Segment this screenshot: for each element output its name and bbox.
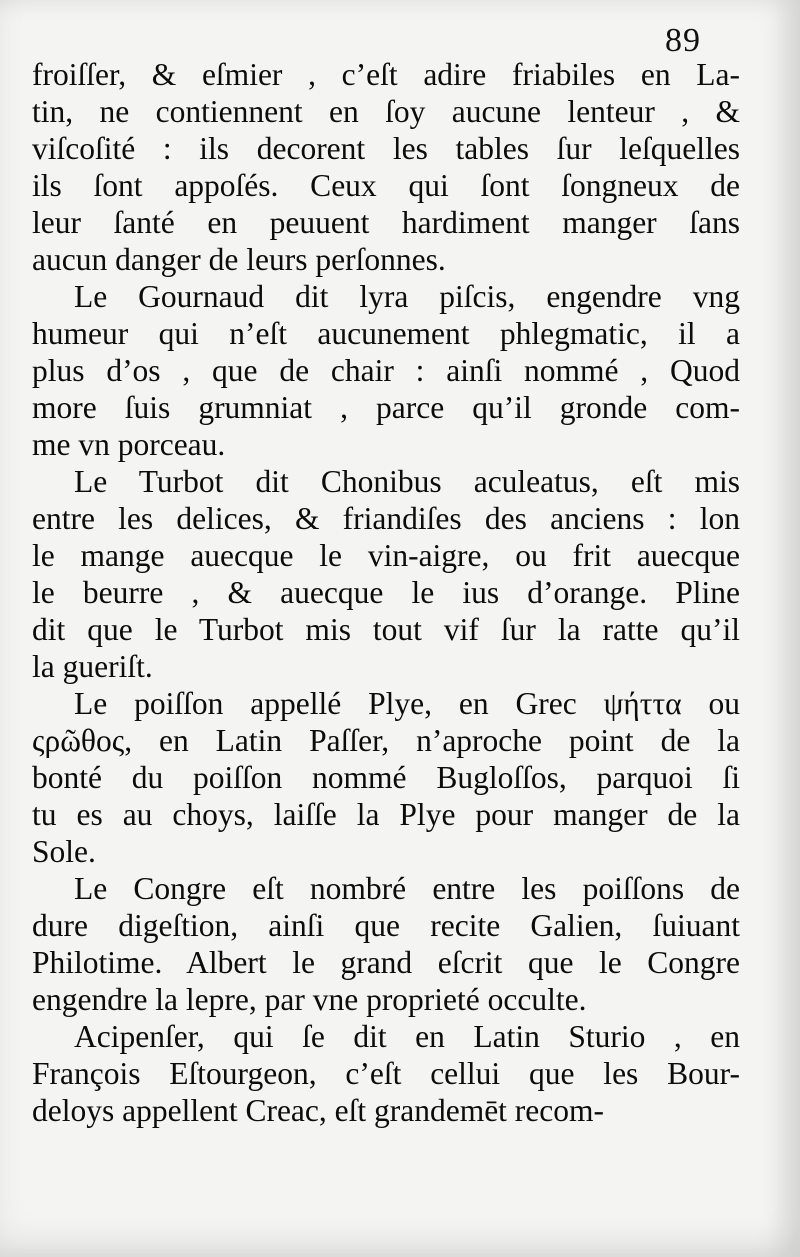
text-line: leur ſanté en peuuent hardiment manger ſans (32, 205, 740, 240)
text-line: deloys appellent Creac, eſt grandemēt recom- (32, 1093, 604, 1128)
paragraph (32, 1018, 740, 1129)
text-line: Philotime. Albert le grand eſcrit que le Congre (32, 945, 740, 980)
paragraph (32, 56, 740, 278)
text-line: Le Turbot dit Chonibus aculeatus, eſt mis (74, 464, 740, 499)
paragraph (32, 870, 740, 1018)
text-line: Le poiſſon appellé Plye, en Grec ψήττα ou (74, 686, 740, 721)
text-line: François Eſtourgeon, c’eſt cellui que les Bour- (32, 1056, 740, 1091)
text-line: le mange auecque le vin-aigre, ou frit auecque (32, 538, 740, 573)
body-text (32, 56, 740, 1129)
text-line: la gueriſt. (32, 649, 153, 684)
page-number: 89 (665, 22, 701, 59)
text-line: dure digeſtion, ainſi que recite Galien, ſuiuant (32, 908, 740, 943)
text-line: tin, ne contiennent en ſoy aucune lenteur , & (32, 94, 740, 129)
text-line: entre les delices, & friandiſes des anciens : lon (32, 501, 740, 536)
text-line: engendre la lepre, par vne proprieté occulte. (32, 982, 587, 1017)
text-line: ils ſont appoſés. Ceux qui ſont ſongneux de (32, 168, 740, 203)
text-line: Sole. (32, 834, 96, 869)
text-line: ςρῶθος, en Latin Paſſer, n’aproche point de la (32, 723, 740, 758)
text-line: Le Gournaud dit lyra piſcis, engendre vng (74, 279, 740, 314)
text-line: aucun danger de leurs perſonnes. (32, 242, 446, 277)
text-line: more ſuis grumniat , parce qu’il gronde com- (32, 390, 740, 425)
text-line: plus d’os , que de chair : ainſi nommé , Quod (32, 353, 740, 388)
paragraph (32, 463, 740, 685)
text-line: dit que le Turbot mis tout vif ſur la ratte qu’il (32, 612, 740, 647)
text-line: le beurre , & auecque le ius d’orange. Pline (32, 575, 740, 610)
paragraph (32, 278, 740, 463)
text-line: me vn porceau. (32, 427, 226, 462)
text-line: tu es au choys, laiſſe la Plye pour manger de la (32, 797, 740, 832)
text-line: Acipenſer, qui ſe dit en Latin Sturio , en (74, 1019, 740, 1054)
text-line: viſcoſité : ils decorent les tables ſur leſquelles (32, 131, 740, 166)
text-line: Le Congre eſt nombré entre les poiſſons de (74, 871, 740, 906)
paragraph (32, 685, 740, 870)
text-line: bonté du poiſſon nommé Bugloſſos, parquoi ſi (32, 760, 740, 795)
text-line: humeur qui n’eſt aucunement phlegmatic, il a (32, 316, 740, 351)
text-line: froiſſer, & eſmier , c’eſt adire friabiles en La- (32, 57, 740, 92)
